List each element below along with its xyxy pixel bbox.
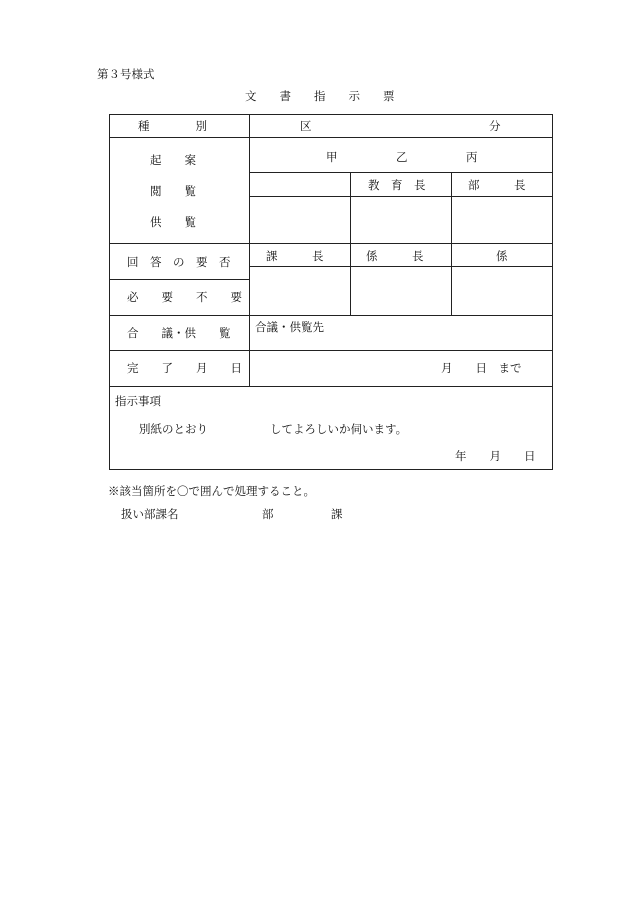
gogi-destination-label: 合議・供覧先 <box>255 320 324 334</box>
header-class-right: 分 <box>489 119 501 133</box>
row-line <box>109 350 553 351</box>
role-kakari: 係 <box>496 249 508 263</box>
header-type: 種 別 <box>138 119 207 133</box>
completion-until: 月 日 まで <box>441 361 522 375</box>
row-line <box>109 315 553 316</box>
label-kaito-yohi: 回 答 の 要 否 <box>127 255 231 269</box>
label-kanryo-date: 完 了 月 日 <box>127 361 242 375</box>
label-gogi-kyoran: 合 議・供 覧 <box>127 326 231 340</box>
table-border-bottom <box>109 469 553 470</box>
handler-ka: 課 <box>331 507 343 521</box>
role-bucho: 部 長 <box>468 178 526 192</box>
label-hitsuyo-fuyo: 必 要 不 要 <box>127 290 242 304</box>
instructions-text-b: してよろしいか伺います。 <box>270 422 408 436</box>
label-kyoran: 供 覧 <box>150 215 196 229</box>
cell-divider <box>350 172 351 244</box>
table-border-top <box>109 114 553 115</box>
label-kian: 起 案 <box>150 153 196 167</box>
table-border-right <box>552 114 553 470</box>
row-line <box>109 386 553 387</box>
table-border-left <box>109 114 110 470</box>
instructions-date: 年 月 日 <box>455 449 536 463</box>
cell-divider <box>350 243 351 316</box>
handler-label: 扱い部課名 <box>121 507 179 521</box>
role-kyoikucho: 教 育 長 <box>368 178 426 192</box>
cell-divider <box>451 243 452 316</box>
column-divider <box>249 114 250 387</box>
note: ※該当箇所を〇で囲んで処理すること。 <box>108 484 315 498</box>
label-etsuran: 閲 覧 <box>150 184 196 198</box>
document-title: 文 書 指 示 票 <box>245 89 395 103</box>
instructions-text-a: 別紙のとおり <box>139 422 208 436</box>
grade-otsu: 乙 <box>396 150 408 164</box>
row-line <box>109 243 553 244</box>
row-line <box>109 137 553 138</box>
instructions-label: 指示事項 <box>115 394 161 408</box>
header-class-left: 区 <box>300 119 312 133</box>
row-line <box>249 266 553 267</box>
form-number: 第３号様式 <box>97 67 155 81</box>
handler-bu: 部 <box>262 507 274 521</box>
row-line <box>249 172 553 173</box>
row-line <box>249 196 553 197</box>
row-line <box>109 279 250 280</box>
grade-hei: 丙 <box>466 150 478 164</box>
grade-ko: 甲 <box>326 150 338 164</box>
role-kakaricho: 係 長 <box>366 249 424 263</box>
cell-divider <box>451 172 452 244</box>
role-kacho: 課 長 <box>266 249 324 263</box>
